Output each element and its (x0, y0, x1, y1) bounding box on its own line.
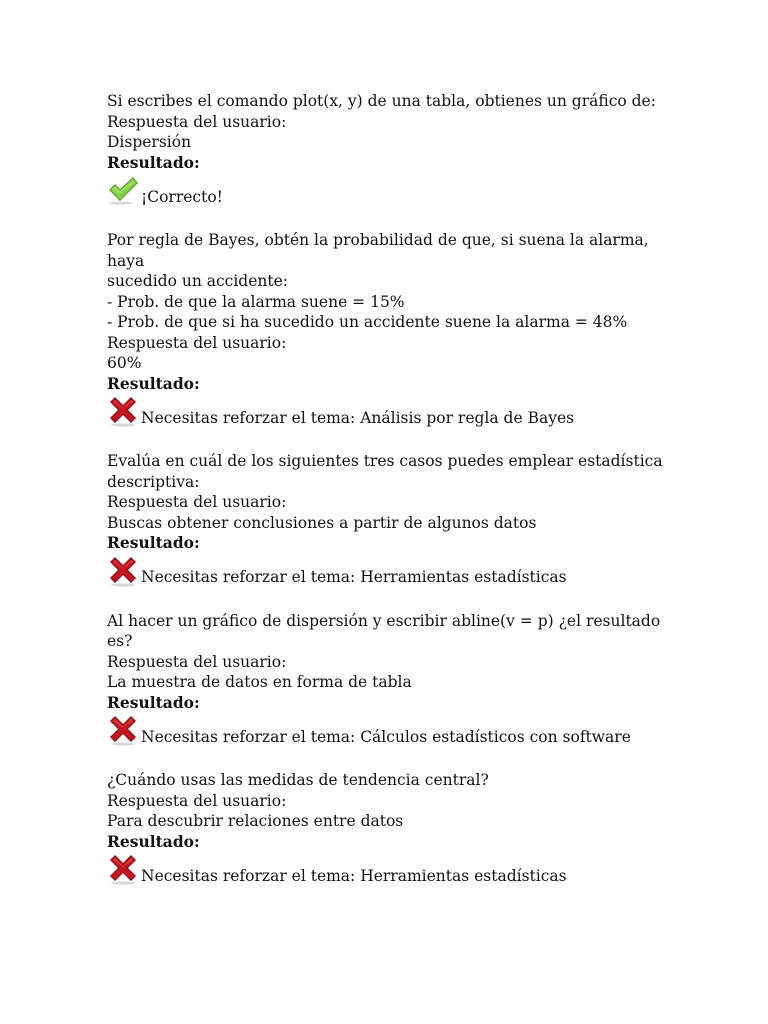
result-label: Resultado: (107, 152, 200, 172)
result-row (107, 853, 667, 885)
user-answer-label: Respuesta del usuario: (107, 652, 287, 671)
question-text: Si escribes el comando plot(x, y) de una tabla, obtienes un gráfico de: (107, 92, 656, 110)
result-feedback: Necesitas reforzar el tema: Análisis por regla de Bayes (141, 408, 575, 427)
question-text: Evalúa en cuál de los siguientes tres casos puedes emplear estadística (107, 452, 663, 470)
cross-icon (107, 395, 139, 427)
user-answer: 60% (107, 354, 142, 372)
result-feedback: ¡Correcto! (141, 187, 223, 206)
result-label: Resultado: (107, 692, 200, 712)
user-answer-label: Respuesta del usuario: (107, 333, 287, 352)
result-label: Resultado: (107, 533, 200, 552)
result-label: Resultado: (107, 373, 200, 393)
result-row (107, 174, 667, 206)
user-answer: Dispersión (107, 133, 192, 151)
question-text: Por regla de Bayes, obtén la probabilidad de que, si suena la alarma, haya (107, 231, 654, 270)
check-icon (107, 174, 139, 206)
cross-icon (107, 555, 139, 587)
result-feedback: Necesitas reforzar el tema: Herramientas estadísticas (141, 866, 567, 885)
question-block (107, 91, 667, 206)
user-answer-label: Respuesta del usuario: (107, 791, 287, 810)
user-answer-label: Respuesta del usuario: (107, 493, 287, 511)
question-block (107, 611, 667, 747)
question-text: Al hacer un gráfico de dispersión y escribir abline(v = p) ¿el resultado es? (107, 611, 666, 650)
result-label: Resultado: (107, 831, 200, 851)
result-feedback: Necesitas reforzar el tema: Cálculos estadísticos con software (141, 727, 631, 746)
question-text: sucedido un accidente: (107, 272, 289, 290)
user-answer-label: Respuesta del usuario: (107, 112, 287, 131)
user-answer: Para descubrir relaciones entre datos (107, 812, 404, 830)
question-text: descriptiva: (107, 472, 200, 491)
question-block (107, 770, 667, 885)
result-feedback: Necesitas reforzar el tema: Herramientas estadísticas (141, 568, 567, 586)
result-row (107, 395, 667, 427)
user-answer: Buscas obtener conclusiones a partir de algunos datos (107, 513, 537, 532)
result-row (107, 555, 667, 587)
cross-icon (107, 853, 139, 885)
quiz-results (107, 91, 667, 909)
user-answer: La muestra de datos en forma de tabla (107, 673, 412, 691)
question-block (107, 230, 667, 427)
result-row (107, 714, 667, 746)
question-text: ¿Cuándo usas las medidas de tendencia central? (107, 771, 489, 789)
question-block (107, 451, 667, 587)
question-text: - Prob. de que la alarma suene = 15% (107, 292, 405, 311)
question-text: - Prob. de que si ha sucedido un accidente suene la alarma = 48% (107, 313, 628, 331)
cross-icon (107, 714, 139, 746)
